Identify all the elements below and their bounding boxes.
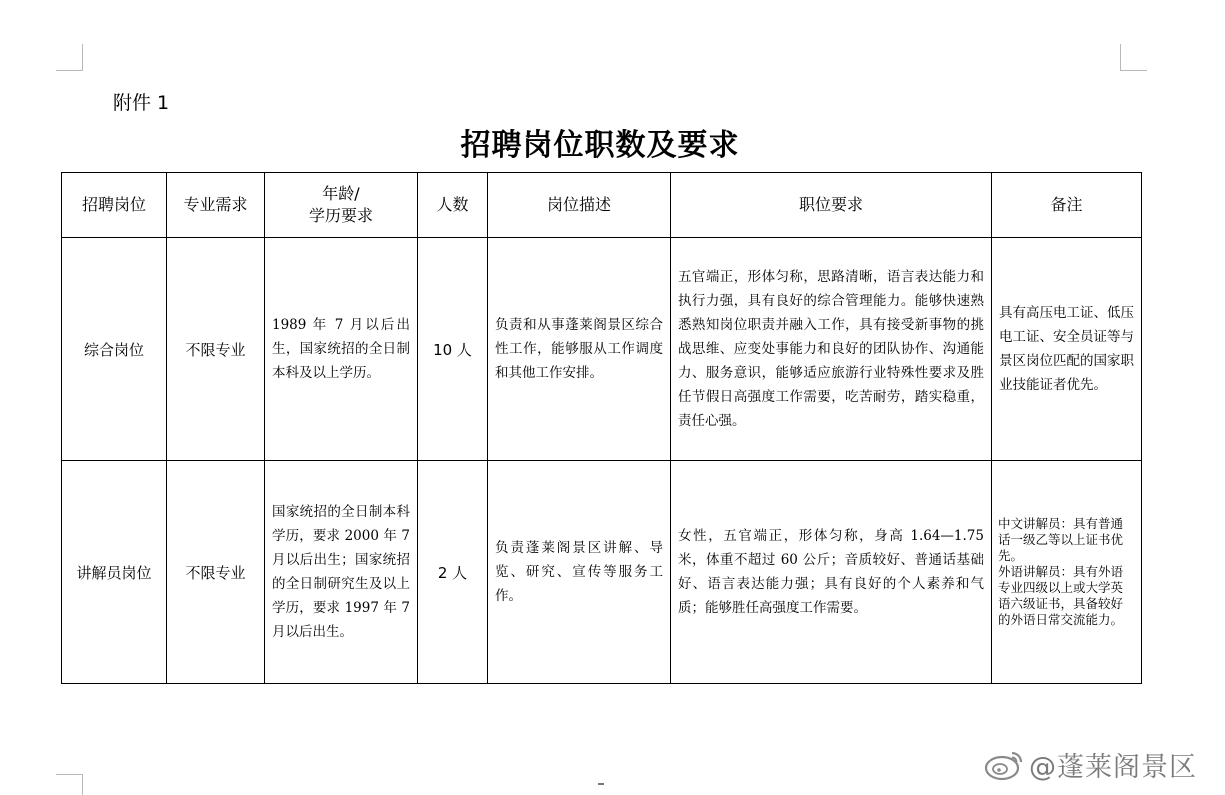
header-description: 岗位描述	[488, 173, 671, 238]
header-notes: 备注	[992, 173, 1142, 238]
page-title: 招聘岗位职数及要求	[460, 128, 740, 163]
header-age-education	[265, 173, 418, 238]
cell-position: 讲解员岗位	[62, 461, 167, 684]
header-requirements: 职位要求	[671, 173, 992, 238]
header-count: 人数	[418, 173, 488, 238]
cell-notes	[992, 461, 1142, 684]
cell-requirements: 五官端正，形体匀称，思路清晰，语言表达能力和执行力强，具有良好的综合管理能力。能够快速熟悉熟知岗位职责并融入工作，具有接受新事物的挑战思维、应变处事能力和良好的团队协作、沟通能力、服务意识，能够适应旅游行业特殊性要求及胜任节假日高强度工作需要，吃苦耐劳，踏实稳重，责任心强。	[671, 238, 992, 461]
table-row	[62, 238, 1142, 461]
weibo-icon	[983, 749, 1025, 781]
page-corner-mark	[1120, 44, 1147, 71]
table-header-row	[62, 173, 1142, 238]
cell-major: 不限专业	[167, 461, 265, 684]
cell-age-education: 1989 年 7 月以后出生，国家统招的全日制本科及以上学历。	[265, 238, 418, 461]
header-position: 招聘岗位	[62, 173, 167, 238]
page-corner-mark	[56, 44, 83, 71]
cell-notes: 具有高压电工证、低压电工证、安全员证等与景区岗位匹配的国家职业技能证者优先。	[992, 238, 1142, 461]
watermark-text: @蓬莱阁景区	[1029, 752, 1197, 783]
cell-position: 综合岗位	[62, 238, 167, 461]
cell-count: 2 人	[418, 461, 488, 684]
recruitment-table	[61, 172, 1142, 684]
cell-description: 负责和从事蓬莱阁景区综合性工作，能够服从工作调度和其他工作安排。	[488, 238, 671, 461]
header-age-line1: 年龄/	[322, 184, 360, 203]
table-row	[62, 461, 1142, 684]
header-major: 专业需求	[167, 173, 265, 238]
notes-foreign-guide: 外语讲解员：具有外语专业四级以上或大学英语六级证书，具备较好的外语日常交流能力。	[998, 564, 1124, 627]
cell-requirements: 女性，五官端正，形体匀称，身高 1.64—1.75 米，体重不超过 60 公斤；音质较好、普通话基础好、语言表达能力强；具有良好的个人素养和气质；能够胜任高强度工作需要。	[671, 461, 992, 684]
page-number-mark	[598, 783, 604, 785]
attachment-label: 附件 1	[113, 92, 170, 114]
header-age-line2: 学历要求	[308, 206, 373, 225]
cell-description: 负责蓬莱阁景区讲解、导览、研究、宣传等服务工作。	[488, 461, 671, 684]
page-corner-mark	[56, 774, 83, 795]
cell-age-education: 国家统招的全日制本科学历，要求 2000 年 7 月以后出生；国家统招的全日制研究生及以上学历，要求 1997 年 7 月以后出生。	[265, 461, 418, 684]
cell-count: 10 人	[418, 238, 488, 461]
notes-chinese-guide: 中文讲解员：具有普通话一级乙等以上证书优先。	[998, 516, 1124, 563]
watermark	[983, 745, 1197, 784]
cell-major: 不限专业	[167, 238, 265, 461]
